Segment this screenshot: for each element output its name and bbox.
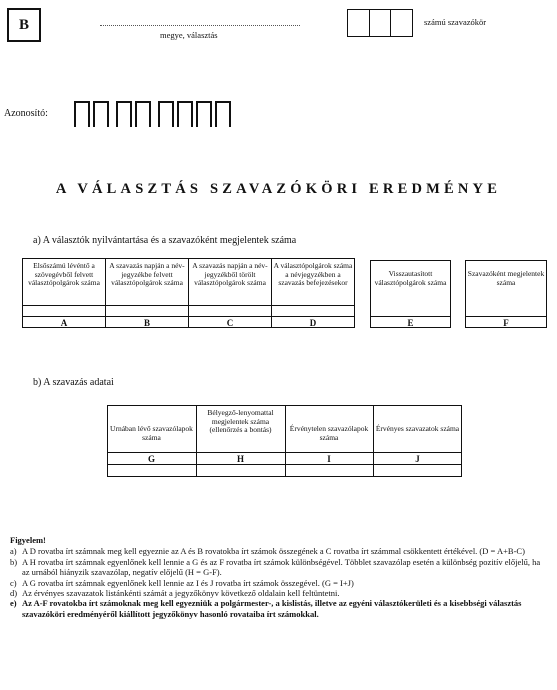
cell-g-label: Urnában lévő szavazólapok száma bbox=[110, 424, 193, 442]
note-item bbox=[10, 578, 548, 588]
row-divider bbox=[107, 452, 462, 453]
note-label: b) bbox=[10, 556, 18, 567]
precinct-digit-3[interactable] bbox=[391, 9, 413, 37]
cell-a-letter: A bbox=[60, 318, 68, 328]
section-b-heading: b) A szavazás adatai bbox=[33, 377, 114, 388]
cell-j-label: Érvényes szavazatok száma bbox=[375, 424, 460, 433]
col-divider bbox=[285, 405, 286, 477]
note-text: Az érvényes szavazatok listánkénti számát a jegyzőkönyv következő oldalain kell feltüntetni. bbox=[22, 588, 340, 599]
cell-j-letter: J bbox=[415, 454, 420, 464]
county-label: megye, választás bbox=[160, 30, 218, 40]
note-label: d) bbox=[10, 588, 18, 599]
row-divider bbox=[22, 316, 355, 317]
note-item bbox=[10, 598, 548, 619]
note-label: c) bbox=[10, 577, 17, 588]
cell-c-letter: C bbox=[226, 318, 234, 328]
county-dotted-line bbox=[100, 25, 300, 26]
identifier-digit-5[interactable] bbox=[158, 101, 174, 127]
cell-i-letter: I bbox=[327, 454, 331, 464]
section-a-heading: a) A választók nyilvántartása és a szavazóként megjelentek száma bbox=[33, 235, 297, 246]
cell-e-label: Visszautasított választópolgárok száma bbox=[374, 269, 447, 287]
identifier-digit-4[interactable] bbox=[135, 101, 151, 127]
page-title: A VÁLASZTÁS SZAVAZÓKÖRI EREDMÉNYE bbox=[55, 181, 502, 197]
identifier-digit-6[interactable] bbox=[177, 101, 193, 127]
cell-h-letter: H bbox=[236, 454, 244, 464]
note-item bbox=[10, 546, 548, 556]
cell-d-label: A választópolgárok száma a névjegyzékben a szavazás befejezésekor bbox=[273, 261, 353, 287]
form-letter: B bbox=[18, 16, 29, 33]
col-divider bbox=[271, 258, 272, 328]
identifier-digit-7[interactable] bbox=[196, 101, 212, 127]
cell-d-letter: D bbox=[309, 318, 317, 328]
cell-f-label: Szavazóként megjelentek száma bbox=[467, 269, 545, 287]
note-text: Az A-F rovatokba írt számoknak meg kell egyezniük a polgármester-, a kislistás, illetve az egyéni választókerületi és a kisebbségi választás szavazóköri eredményéről kiállított jegyzőkönyv hasonló rovataiba írt számokkal. bbox=[22, 598, 522, 619]
precinct-digit-1[interactable] bbox=[347, 9, 369, 37]
cell-e-letter: E bbox=[407, 318, 414, 328]
row-divider bbox=[22, 305, 355, 306]
note-text: A H rovatba írt számnak egyenlőnek kell lennie a G és az F rovatba írt számok különbségével. Többlet szavazólap esetén a különbség pozitív előjelű, ha az urnából hiányzik szavazólap, negatív előjelű (H = G-F). bbox=[22, 556, 541, 578]
cell-f-letter: F bbox=[503, 318, 509, 328]
col-divider bbox=[105, 258, 106, 328]
note-text: A D rovatba írt számnak meg kell egyeznie az A és B rovatokba írt számok összegének a C rovatba írt számmal csökkentett értékével. (D = A+B-C) bbox=[22, 546, 525, 557]
form-letter-box bbox=[7, 8, 41, 42]
cell-b-label: A szavazás napján a név-jegyzékbe felvett választópolgárok száma bbox=[109, 261, 185, 287]
cell-c-label: A szavazás napján a név-jegyzékből törölt választópolgárok száma bbox=[192, 261, 268, 287]
precinct-digit-2[interactable] bbox=[369, 9, 391, 37]
col-divider bbox=[373, 405, 374, 477]
note-label: e) bbox=[10, 598, 17, 609]
identifier-digit-8[interactable] bbox=[215, 101, 231, 127]
cell-i-label: Érvénytelen szavazólapok száma bbox=[289, 424, 369, 442]
row-divider bbox=[370, 316, 451, 317]
notes-heading: Figyelem! bbox=[10, 535, 46, 545]
col-divider bbox=[196, 405, 197, 477]
identifier-digit-3[interactable] bbox=[116, 101, 132, 127]
notes-block bbox=[10, 535, 548, 619]
col-divider bbox=[188, 258, 189, 328]
identifier-label: Azonosító: bbox=[4, 108, 48, 119]
note-item bbox=[10, 557, 548, 578]
cell-h-label: Bélyegző-lenyomattal megjelentek száma (ellenőrzés a bontás) bbox=[207, 408, 274, 434]
precinct-label: számú szavazókör bbox=[424, 17, 487, 27]
note-label: a) bbox=[10, 546, 17, 557]
cell-b-letter: B bbox=[143, 318, 150, 328]
note-text: A G rovatba írt számnak egyenlőnek kell lennie az I és J rovatba írt számok összegével. (G = I+J) bbox=[22, 577, 354, 588]
note-item bbox=[10, 588, 548, 598]
row-divider bbox=[465, 316, 547, 317]
row-divider bbox=[107, 464, 462, 465]
identifier-digit-1[interactable] bbox=[74, 101, 90, 127]
cell-a-label: Elsőszámú lévéntő a szövegévből felvett választópolgárok száma bbox=[28, 261, 100, 287]
cell-g-letter: G bbox=[147, 454, 155, 464]
identifier-digit-2[interactable] bbox=[93, 101, 109, 127]
